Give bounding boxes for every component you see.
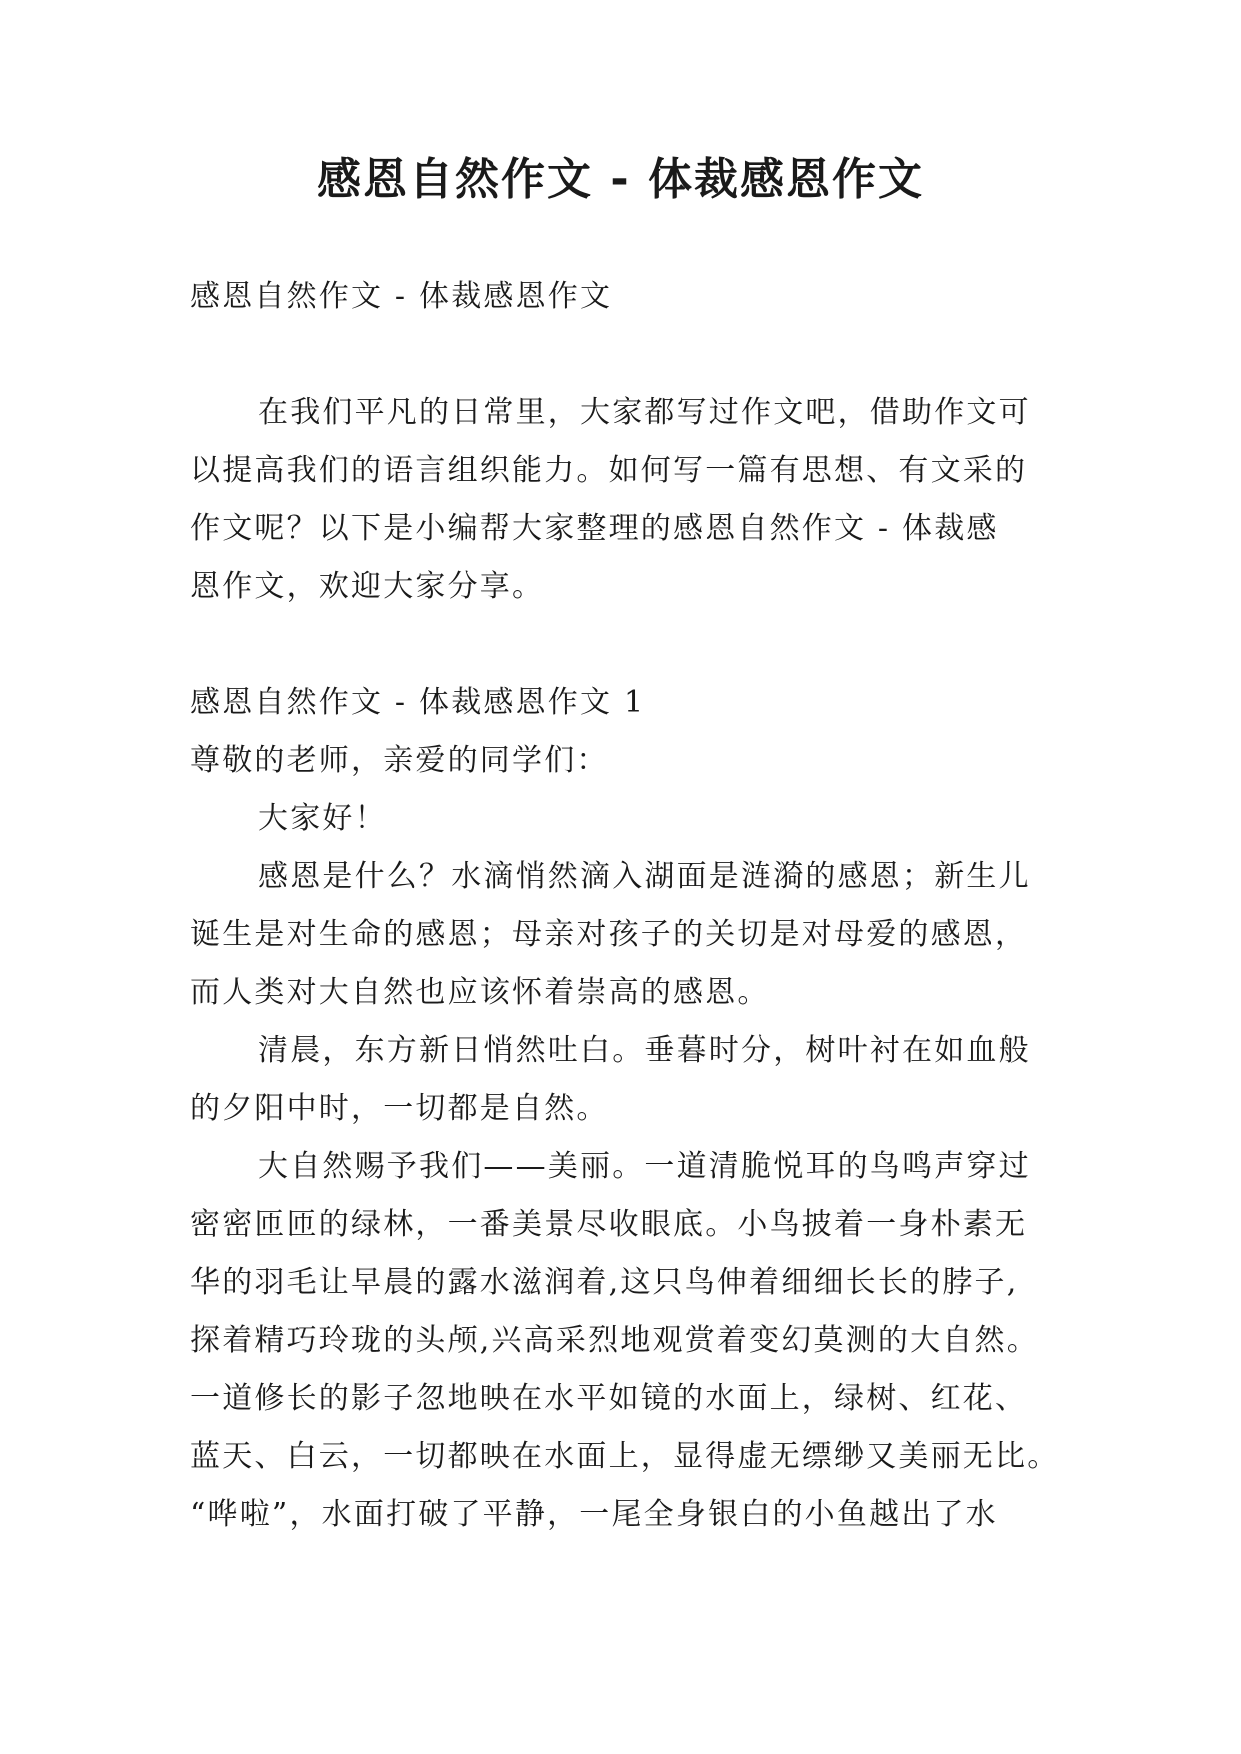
body-line: 一道修长的影子忽地映在水平如镜的水面上，绿树、红花、: [190, 1381, 1028, 1416]
body-line: 尊敬的老师，亲爱的同学们：: [190, 743, 609, 778]
body-line: 蓝天、白云，一切都映在水面上，显得虚无缥缈又美丽无比。: [190, 1439, 1060, 1474]
body-line: 探着精巧玲珑的头颅,兴高采烈地观赏着变幻莫测的大自然。: [190, 1323, 1039, 1358]
body-line: 感恩自然作文 - 体裁感恩作文 1: [190, 685, 646, 720]
body-line: 感恩自然作文 - 体裁感恩作文: [190, 279, 613, 314]
body-line: 清晨，东方新日悄然吐白。垂暮时分，树叶衬在如血般: [258, 1033, 1031, 1068]
body-line: 作文呢？以下是小编帮大家整理的感恩自然作文 - 体裁感: [190, 511, 999, 546]
body-line: 诞生是对生命的感恩；母亲对孩子的关切是对母爱的感恩，: [190, 917, 1028, 952]
body-line: 而人类对大自然也应该怀着崇高的感恩。: [190, 975, 770, 1010]
body-line: “哗啦”，水面打破了平静，一尾全身银白的小鱼越出了水: [190, 1497, 998, 1532]
body-line: 的夕阳中时，一切都是自然。: [190, 1091, 609, 1126]
body-line: 以提高我们的语言组织能力。如何写一篇有思想、有文采的: [190, 453, 1028, 488]
body-line: 在我们平凡的日常里，大家都写过作文吧，借助作文可: [258, 395, 1031, 430]
body-line: 恩作文，欢迎大家分享。: [190, 569, 545, 604]
document-title: 感恩自然作文 - 体裁感恩作文: [317, 154, 924, 205]
body-line: 密密匝匝的绿林，一番美景尽收眼底。小鸟披着一身朴素无: [190, 1207, 1028, 1242]
body-line: 感恩是什么？水滴悄然滴入湖面是涟漪的感恩；新生儿: [258, 859, 1031, 894]
body-line: 大自然赐予我们——美丽。一道清脆悦耳的鸟鸣声穿过: [258, 1149, 1031, 1184]
body-line: 大家好！: [258, 801, 387, 836]
body-line: 华的羽毛让早晨的露水滋润着,这只鸟伸着细细长长的脖子,: [190, 1265, 1019, 1300]
